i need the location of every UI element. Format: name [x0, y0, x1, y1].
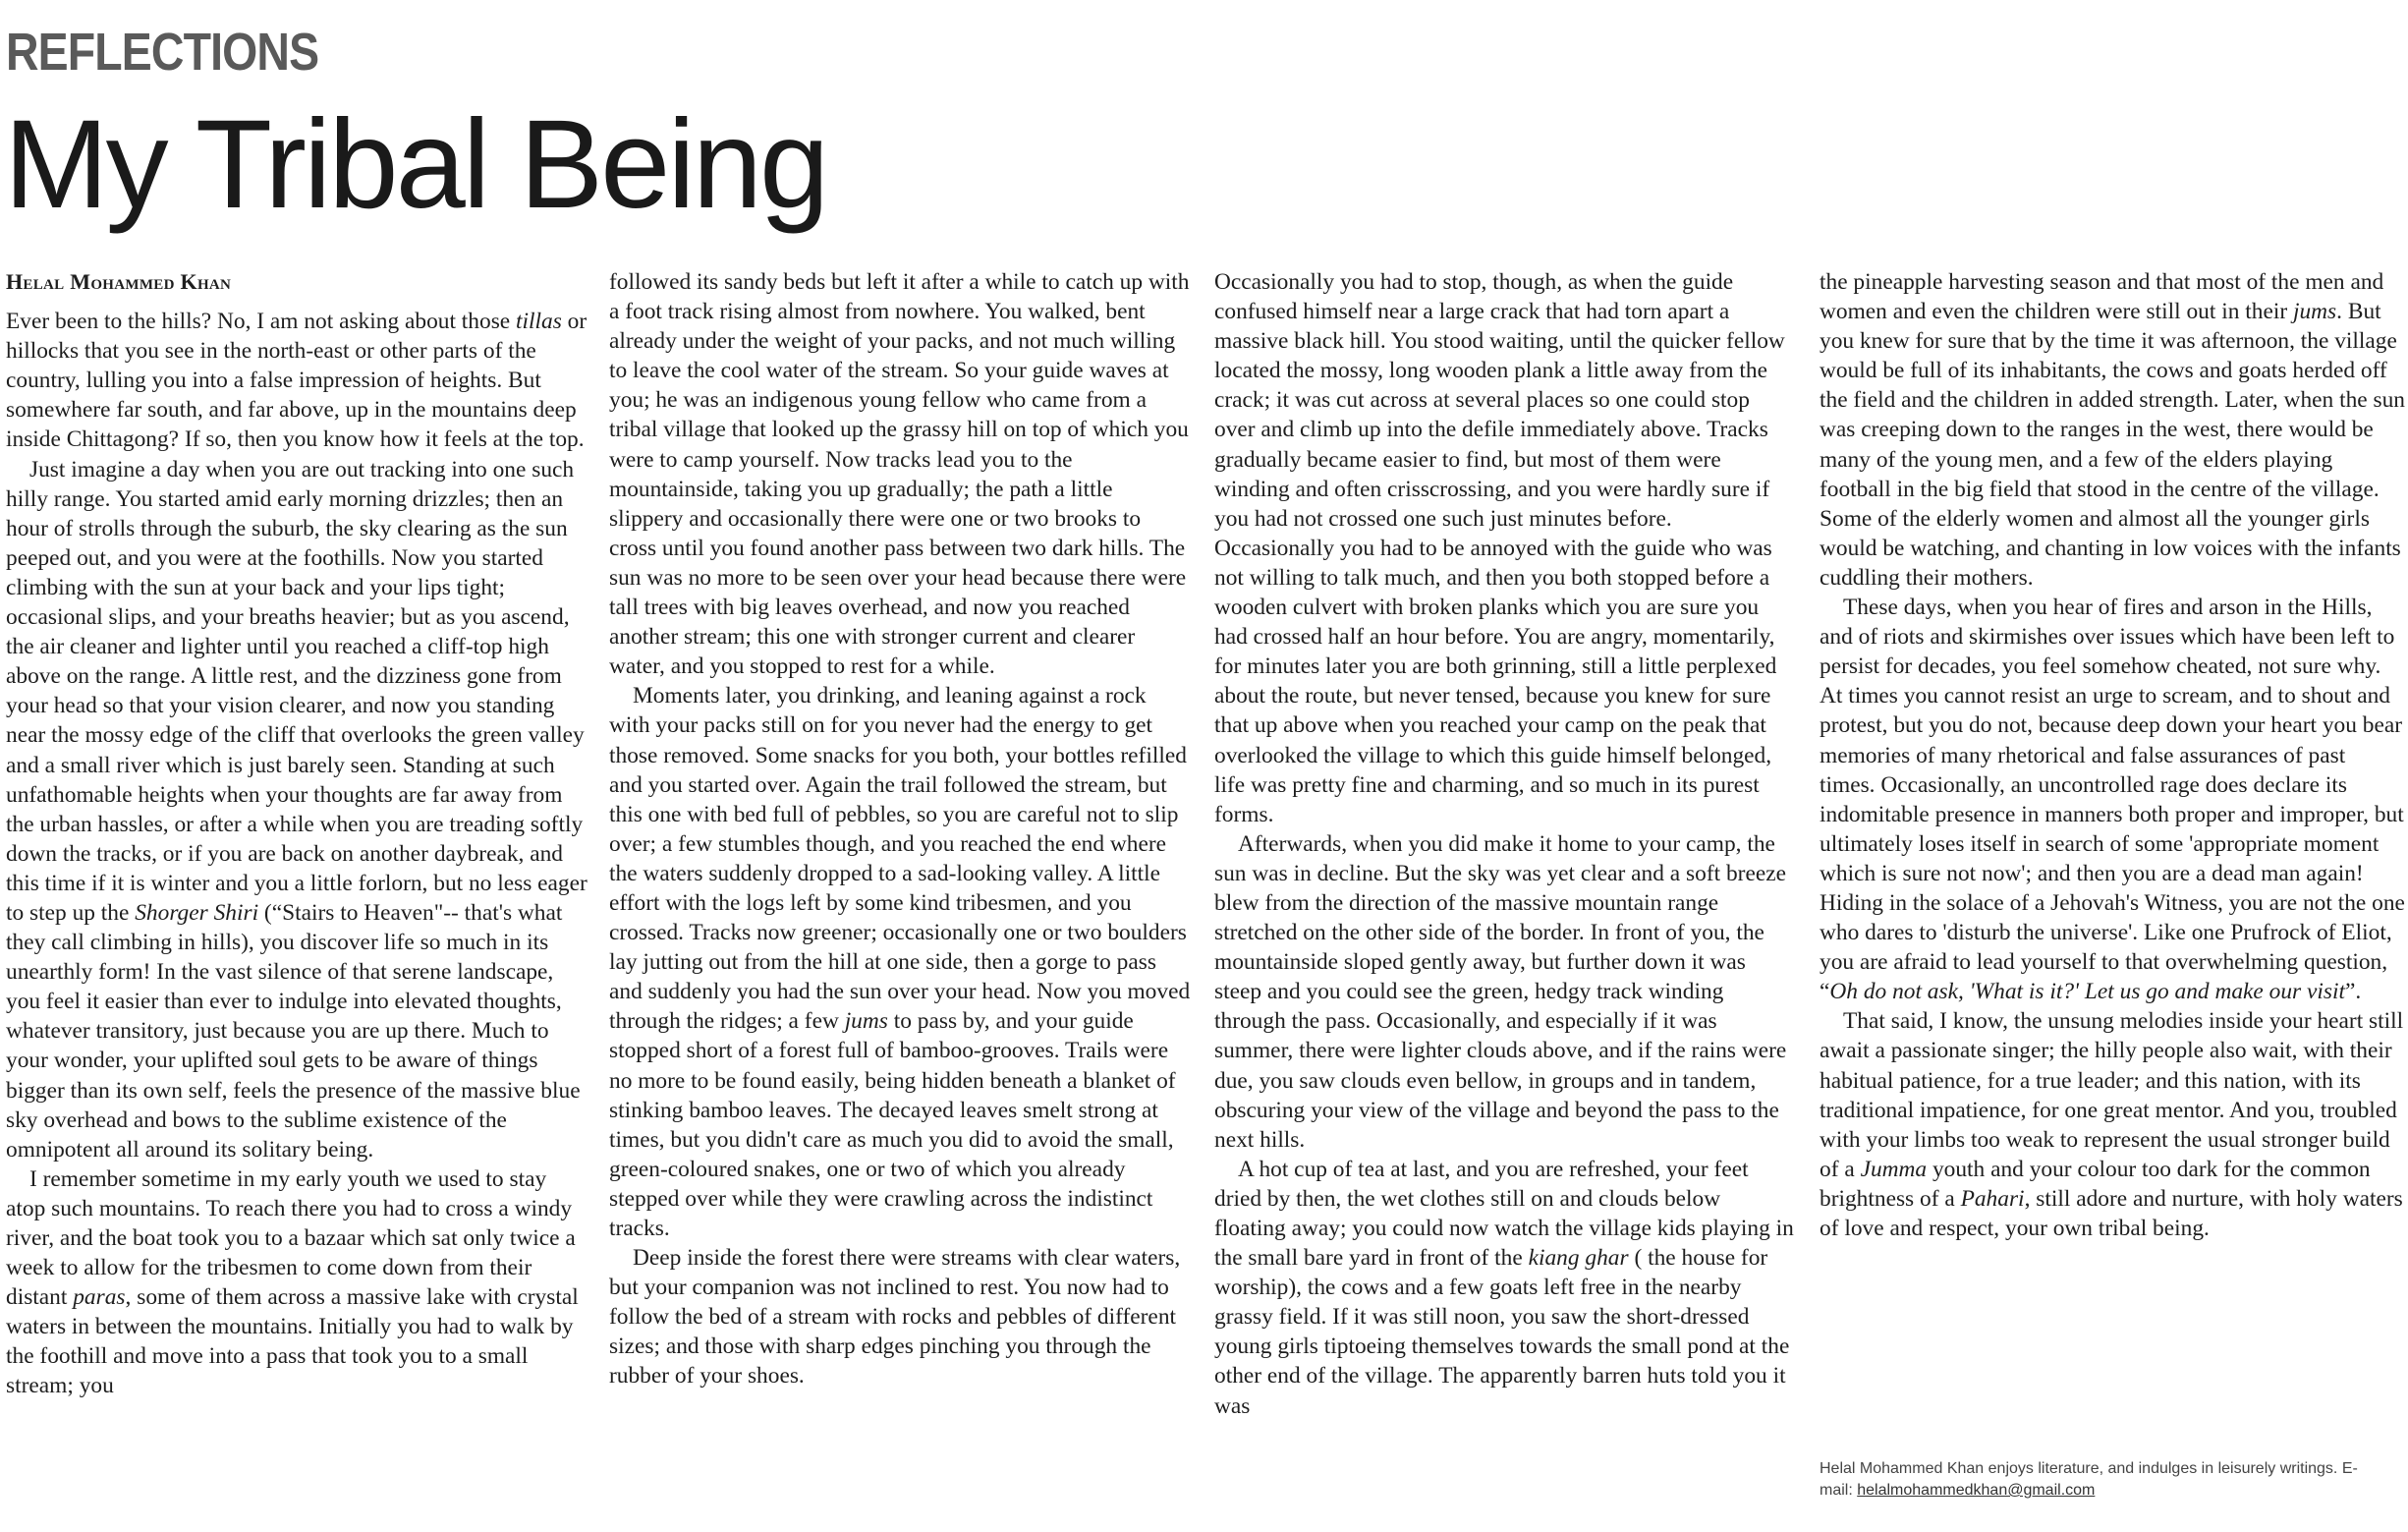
text-run: Deep inside the forest there were streams with clear waters, but your companion was not inclined to rest. You now had to follow the bed of a stream with rocks and pebbles of different sizes; and those with sharp edges pinching you through the rubber of your shoes.	[609, 1245, 1181, 1390]
article-paragraph	[609, 267, 1191, 681]
text-run: Occasionally you had to stop, though, as when the guide confused himself near a large crack that had torn apart a massive black hill. You stood waiting, until the quicker fellow located the mossy, long wooden plank a little away from the crack; it was cut across at several places so one could stop over and climb up into the defile immediately above. Tracks gradually became easier to find, but most of them were winding and often crisscrossing, and you were hardly sure if you had not crossed one such just minutes before. Occasionally you had to be annoyed with the guide who was not willing to talk much, and then you both stopped before a wooden culvert with broken planks which you are sure you had crossed half an hour before. You are angry, momentarily, for minutes later you are both grinning, still a little perplexed about the route, but never tensed, because you knew for sure that up above when you reached your camp on the peak that overlooked the village to which this guide himself belonged, life was pretty fine and charming, and so much in its purest forms.	[1214, 269, 1785, 827]
text-run: youth and your colour too dark for the common brightness of a	[1820, 1156, 2371, 1212]
article-column-3	[1214, 267, 1796, 1421]
italic-term: paras	[73, 1284, 126, 1311]
article-paragraph	[6, 455, 588, 1164]
article-paragraph	[1214, 829, 1796, 1155]
text-run: ( the house for worship), the cows and a few goats left free in the nearby grassy field. If it was still noon, you saw the short-dressed young girls tiptoeing themselves towards the small pond at the other end of the village. The apparently barren huts told you it was	[1214, 1245, 1790, 1419]
article-headline: My Tribal Being	[4, 94, 827, 235]
italic-term: kiang ghar	[1528, 1245, 1629, 1272]
italic-term: jums	[2292, 299, 2337, 325]
article-paragraph	[6, 307, 588, 454]
italic-term: Pahari	[1960, 1185, 2025, 1212]
section-label: REFLECTIONS	[6, 23, 319, 82]
author-note	[1820, 1458, 2370, 1502]
article-column-2	[609, 267, 1191, 1391]
article-column-4	[1820, 267, 2405, 1243]
article-paragraph	[1214, 1155, 1796, 1421]
article-paragraph	[1214, 267, 1796, 829]
italic-term: Oh do not ask, 'What is it?' Let us go and make our visit	[1829, 979, 2345, 1005]
text-run: , still adore and nurture, with holy waters of love and respect, your own tribal being.	[1820, 1185, 2403, 1241]
text-run: or hillocks that you see in the north-east or other parts of the country, lulling you into a false impression of heights. But somewhere far south, and far above, up in the mountains deep inside Chittagong? If so, then you know how it feels at the top.	[6, 309, 588, 453]
author-byline: Helal Mohammed Khan	[6, 269, 232, 294]
text-run: (“Stairs to Heaven"-- that's what they call climbing in hills), you discover life so much in its unearthly form! In the vast silence of that serene landscape, you feel it easier than ever to indulge into elevated thoughts, whatever transitory, just because you are up there. Much to your wonder, your uplifted soul gets to be aware of things bigger than its own self, feels the presence of the massive blue sky overhead and bows to the sublime existence of the omnipotent all around its solitary being.	[6, 899, 581, 1163]
text-run: Afterwards, when you did make it home to your camp, the sun was in decline. But the sky was yet clear and a soft breeze blew from the direction of the massive mountain range stretched on the other side of the border. In front of you, the mountainside sloped gently away, but further down it was steep and you could see the green, hedgy track winding through the pass. Occasionally, and especially if it was summer, there were lighter clouds above, and if the rains were due, you saw clouds even bellow, in groups and in tandem, obscuring your view of the village and beyond the pass to the next hills.	[1214, 830, 1787, 1153]
text-run: These days, when you hear of fires and arson in the Hills, and of riots and skirmishes over issues which have been left to persist for decades, you feel somehow cheated, not sure why. At times you cannot resist an urge to scream, and to shout and protest, but you do not, because deep down your heart you bear memories of many rhetorical and false assurances of past times. Occasionally, an uncontrolled rage does declare its indomitable presence in manners both proper and improper, but ultimately loses itself in search of some 'appropriate moment which is sure not now'; and then you are a dead man again! Hiding in the solace of a Jehovah's Witness, you are not the one who dares to 'disturb the universe'. Like one Prufrock of Eliot, you are afraid to lead yourself to that overwhelming question, “	[1820, 595, 2405, 1005]
text-run: . But you knew for sure that by the time it was afternoon, the village would be full of its inhabitants, the cows and goats herded off the field and the children in added strength. Later, when the sun was creeping down to the ranges in the west, there would be many of the young men, and a few of the elders playing football in the big field that stood in the centre of the village. Some of the elderly women and almost all the younger girls would be watching, and chanting in low voices with the infants cuddling their mothers.	[1820, 299, 2405, 591]
author-note-text: Helal Mohammed Khan enjoys literature, and indulges in leisurely writings. E-mail:	[1820, 1460, 2358, 1499]
article-column-1	[6, 267, 588, 1401]
text-run: the pineapple harvesting season and that most of the men and women and even the children were still out in their	[1820, 269, 2384, 325]
article-paragraph	[609, 681, 1191, 1243]
text-run: Just imagine a day when you are out tracking into one such hilly range. You started amid early morning drizzles; then an hour of strolls through the suburb, the sky clearing as the sun peeped out, and you were at the foothills. Now you started climbing with the sun at your back and your lips tight; occasional slips, and your breaths heavier; but as you ascend, the air cleaner and lighter until you reached a cliff-top high above on the range. A little rest, and the dizziness gone from your head so that your vision clearer, and now you standing near the mossy edge of the cliff that overlooks the green valley and a small river which is just barely seen. Standing at such unfathomable heights when your thoughts are far away from the urban hassles, or after a while when you are treading softly down the tracks, or if you are back on another daybreak, and this time if it is winter and you a little forlorn, but no less eager to step up the	[6, 456, 588, 926]
italic-term: jums	[844, 1008, 888, 1035]
italic-term: Shorger Shiri	[135, 899, 259, 926]
text-run: followed its sandy beds but left it after a while to catch up with a foot track rising almost from nowhere. You walked, bent already under the weight of your packs, and not much willing to leave the cool water of the stream. So your guide waves at you; he was an indigenous young fellow who came from a tribal village that looked up the grassy hill on top of which you were to camp yourself. Now tracks lead you to the mountainside, taking you up gradually; the path a little slippery and occasionally there were one or two brooks to cross until you found another pass between two dark hills. The sun was no more to be seen over your head because there were tall trees with big leaves overhead, and now you reached another stream; this one with stronger current and clearer water, and you stopped to rest for a while.	[609, 269, 1190, 680]
text-run: I remember sometime in my early youth we used to stay atop such mountains. To reach there you had to cross a windy river, and the boat took you to a bazaar which sat only twice a week to allow for the tribesmen to come down from their distant	[6, 1165, 576, 1311]
article-paragraph	[1820, 593, 2405, 1006]
article-paragraph	[1820, 267, 2405, 593]
text-run: A hot cup of tea at last, and you are refreshed, your feet dried by then, the wet clothes still on and clouds below floating away; you could now watch the village kids playing in the small bare yard in front of the	[1214, 1156, 1794, 1272]
text-run: ”.	[2344, 979, 2362, 1005]
text-run: , some of them across a massive lake with crystal waters in between the mountains. Initially you had to walk by the foothill and move into a pass that took you to a small stream; you	[6, 1284, 579, 1399]
text-run: That said, I know, the unsung melodies inside your heart still await a passionate singer; the hilly people also wait, with their habitual patience, for a true leader; and this nation, with its traditional impatience, for one great mentor. And you, troubled with your limbs too weak to represent the usual stronger build of a	[1820, 1008, 2404, 1182]
italic-term: Jumma	[1860, 1156, 1928, 1182]
text-run: to pass by, and your guide stopped short of a forest full of bamboo-grooves. Trails were no more to be found easily, being hidden beneath a blanket of stinking bamboo leaves. The decayed leaves smelt strong at times, but you didn't care as much you did to avoid the small, green-coloured snakes, one or two of which you already stepped over while they were crawling across the indistinct tracks.	[609, 1008, 1176, 1241]
author-email-link[interactable]: helalmohammedkhan@gmail.com	[1857, 1482, 2096, 1499]
text-run: Moments later, you drinking, and leaning against a rock with your packs still on for you never had the energy to get those removed. Some snacks for you both, your bottles refilled and you started over. Again the trail followed the stream, but this one with bed full of pebbles, so you are careful not to slip over; a few stumbles though, and you reached the end where the waters suddenly dropped to a sad-looking valley. A little effort with the logs left by some kind tribesmen, and you crossed. Tracks now greener; occasionally one or two boulders lay jutting out from the hill at one side, then a gorge to pass and suddenly you had the sun over your head. Now you moved through the ridges; a few	[609, 683, 1191, 1035]
text-run: Ever been to the hills? No, I am not asking about those	[6, 309, 517, 335]
article-paragraph	[1820, 1006, 2405, 1243]
italic-term: tillas	[516, 309, 562, 335]
article-paragraph	[6, 1164, 588, 1401]
article-paragraph	[609, 1243, 1191, 1390]
